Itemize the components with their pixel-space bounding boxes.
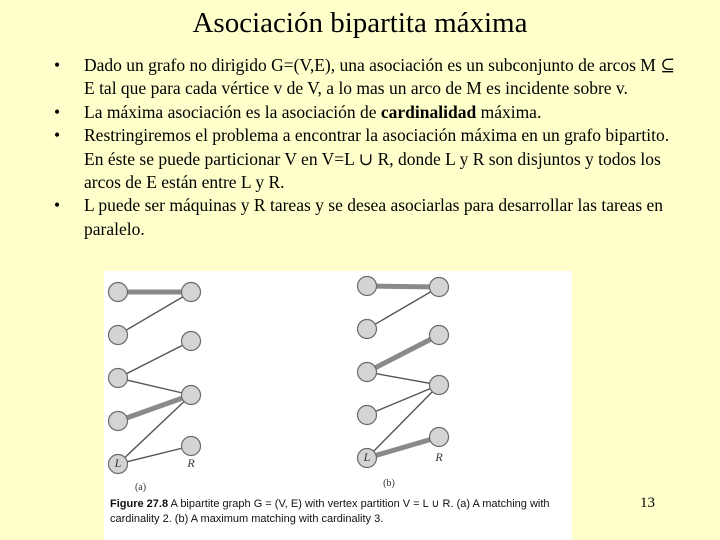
left-set-label: L	[363, 450, 371, 464]
graph-edge	[367, 372, 439, 385]
bullet-text: Dado un grafo no dirigido G=(V,E), una asociación es un subconjunto de arcos M ⊆ E tal que para cada vértice v de V, a lo mas un arco de M es incidente sobre v.	[84, 55, 675, 99]
graph-a	[109, 283, 201, 494]
bullet-text: La máxima asociación es la asociación de	[84, 101, 381, 122]
graph-edge	[118, 446, 191, 464]
slide-title: Asociación bipartita máxima	[192, 7, 528, 39]
caption-text: A bipartite graph G = (V, E) with vertex partition V = L ∪ R. (a) A matching with cardinality 2. (b) A maximum matching with cardinality 3.	[110, 498, 550, 525]
page-number: 13	[640, 495, 655, 511]
figure-caption	[110, 497, 565, 527]
bullet-text: L puede ser máquinas y R tareas y se desea asociarlas para desarrollar las tareas en paralelo.	[84, 195, 664, 239]
right-set-label: R	[435, 450, 443, 464]
left-vertex	[109, 369, 128, 388]
subfigure-label: (a)	[134, 482, 147, 493]
right-vertex	[182, 386, 201, 405]
left-vertex	[358, 363, 377, 382]
matched-edge	[367, 335, 439, 372]
left-vertex	[358, 277, 377, 296]
subfigure-label: (b)	[383, 478, 395, 489]
bullet-bold-text: cardinalidad	[380, 101, 477, 122]
left-vertex	[109, 283, 128, 302]
bullet-item	[52, 194, 684, 241]
graph-edge	[367, 385, 439, 415]
bipartite-figure	[104, 271, 572, 540]
graph-edge	[118, 341, 191, 378]
left-vertex	[358, 406, 377, 425]
right-vertex	[182, 437, 201, 456]
matched-edge	[367, 286, 439, 287]
left-vertex	[109, 412, 128, 431]
left-set-label: L	[114, 456, 122, 470]
graph-edge	[118, 378, 191, 395]
left-vertex	[358, 320, 377, 339]
right-vertex	[430, 376, 449, 395]
bullet-item	[52, 54, 684, 101]
right-set-label: R	[187, 456, 195, 470]
bullet-item	[52, 101, 684, 124]
caption-label: Figure 27.8	[110, 498, 169, 510]
bullet-text: máxima.	[476, 101, 542, 122]
bullet-item	[52, 124, 684, 194]
graph-edge	[118, 292, 191, 335]
left-vertex	[109, 326, 128, 345]
graph-b	[358, 277, 449, 490]
right-vertex	[430, 326, 449, 345]
matched-edge	[118, 395, 191, 421]
right-vertex	[182, 332, 201, 351]
right-vertex	[430, 428, 449, 447]
right-vertex	[182, 283, 201, 302]
bullet-list	[52, 54, 684, 241]
bullet-text: Restringiremos el problema a encontrar la asociación máxima en un grafo bipartito. En éste se puede particionar V en V=L ∪ R, donde L y R son disjuntos y todos los arcos de E están entre L y R.	[84, 125, 670, 193]
graph-edge	[367, 287, 439, 329]
right-vertex	[430, 278, 449, 297]
